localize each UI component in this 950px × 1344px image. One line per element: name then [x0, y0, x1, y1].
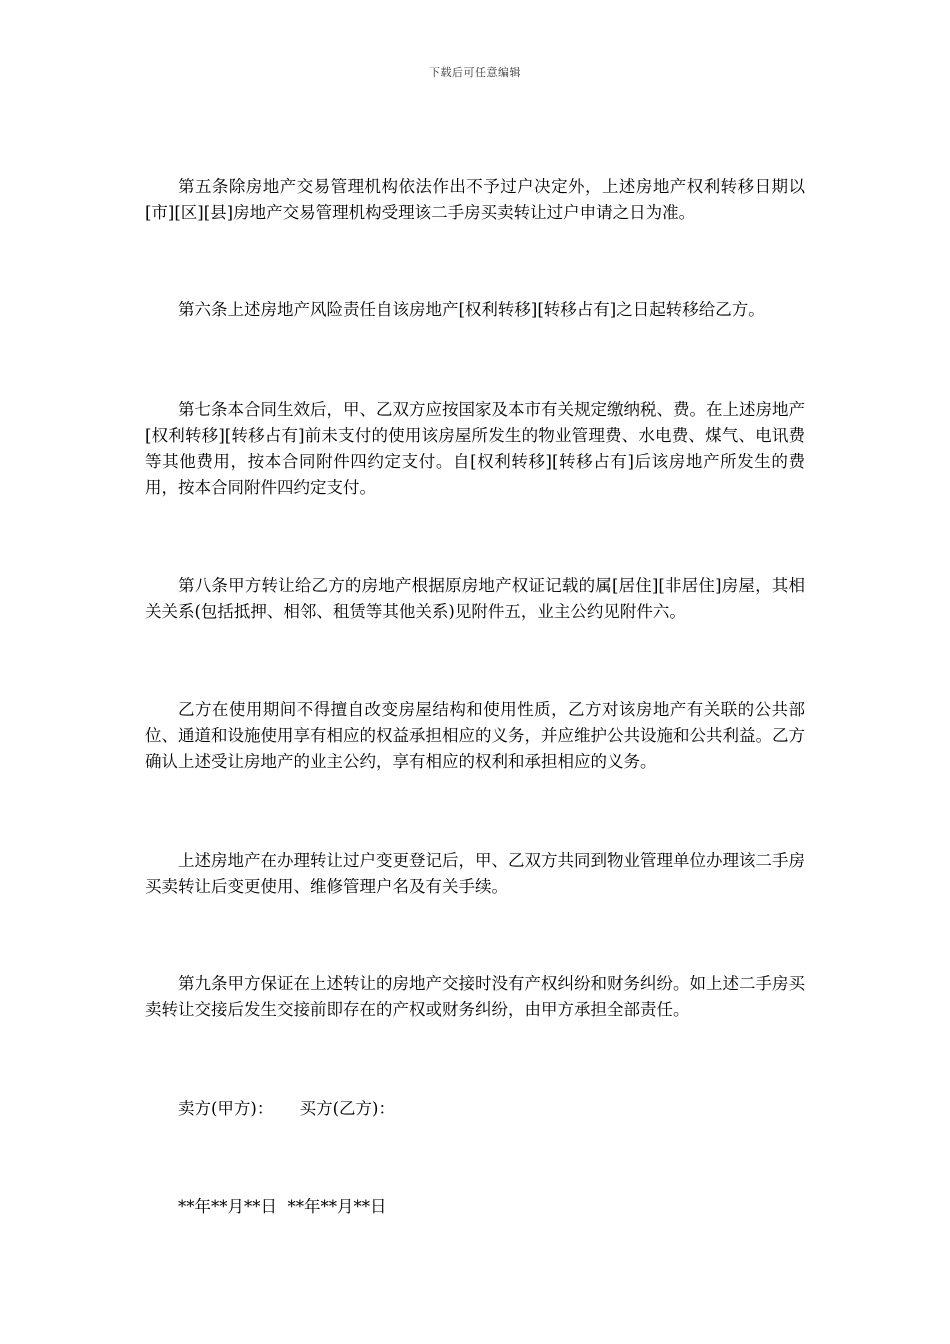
signature-dates: **年**月**日 **年**月**日 [178, 1197, 387, 1216]
article-5-paragraph: 第五条除房地产交易管理机构依法作出不予过户决定外，上述房地产权利转移日期以[市][区][县]房地产交易管理机构受理该二手房买卖转让过户申请之日为准。 [145, 177, 805, 222]
signature-parties: 卖方(甲方)： 买方(乙方)： [178, 1099, 395, 1118]
article-6-paragraph: 第六条上述房地产风险责任自该房地产[权利转移][转移占有]之日起转移给乙方。 [178, 300, 765, 319]
page-header: 下载后可任意编辑 [429, 66, 521, 79]
usage-obligation-paragraph: 乙方在使用期间不得擅自改变房屋结构和使用性质，乙方对该房地产有关联的公共部位、通道和设施使用享有相应的权益承担相应的义务，并应维护公共设施和公共利益。乙方确认上述受让房地产的业主公约，享有相应的权利和承担相应的义务。 [145, 700, 805, 771]
article-9-paragraph: 第九条甲方保证在上述转让的房地产交接时没有产权纠纷和财务纠纷。如上述二手房买卖转让交接后发生交接前即存在的产权或财务纠纷，由甲方承担全部责任。 [145, 974, 805, 1019]
transfer-procedure-paragraph: 上述房地产在办理转让过户变更登记后，甲、乙双方共同到物业管理单位办理该二手房买卖转让后变更使用、维修管理户名及有关手续。 [145, 851, 805, 896]
article-8-paragraph: 第八条甲方转让给乙方的房地产根据原房地产权证记载的属[居住][非居住]房屋，其相关关系(包括抵押、相邻、租赁等其他关系)见附件五，业主公约见附件六。 [145, 576, 805, 621]
article-7-paragraph: 第七条本合同生效后，甲、乙双方应按国家及本市有关规定缴纳税、费。在上述房地产[权利转移][转移占有]前未支付的使用该房屋所发生的物业管理费、水电费、煤气、电讯费等其他费用，按本合同附件四约定支付。自[权利转移][转移占有]后该房地产所发生的费用，按本合同附件四约定支付。 [145, 400, 805, 497]
